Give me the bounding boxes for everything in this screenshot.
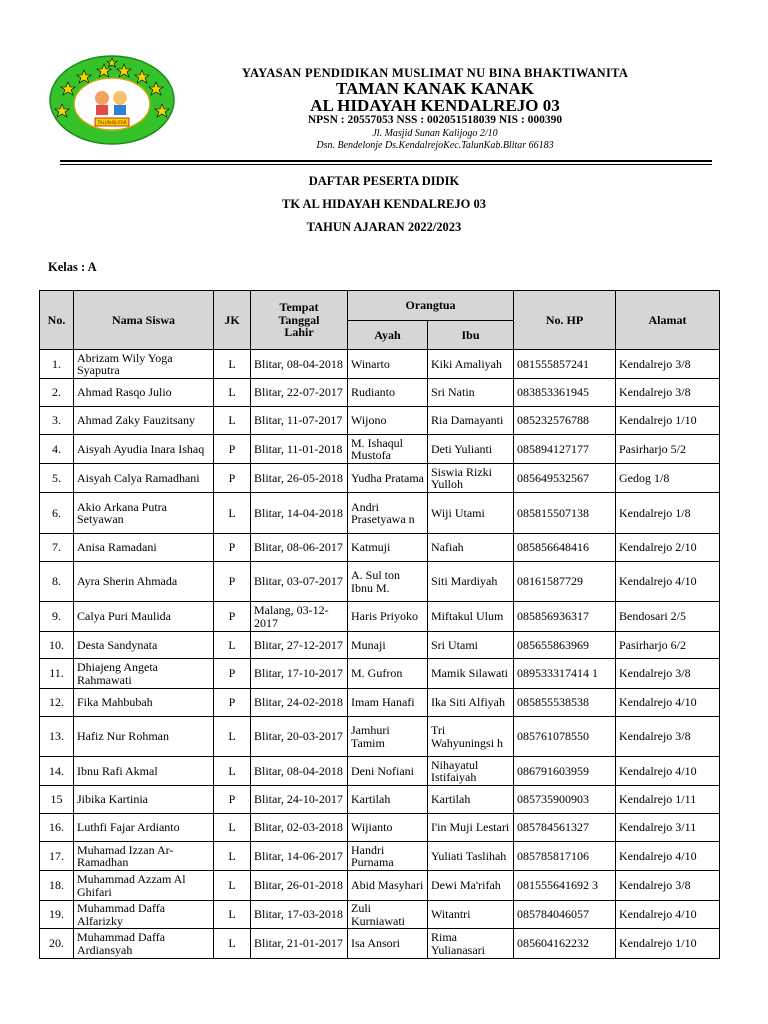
cell-jk: P	[214, 464, 251, 493]
cell-nama: Jibika Kartinia	[74, 786, 214, 814]
cell-jk: L	[214, 871, 251, 901]
table-row	[40, 659, 720, 689]
cell-ayah: Haris Priyoko	[348, 602, 428, 632]
cell-ttl: Blitar, 03-07-2017	[251, 562, 348, 602]
cell-nama: Muhammad Daffa Ardiansyah	[74, 929, 214, 959]
cell-hp: 08161587729	[514, 562, 616, 602]
cell-jk: L	[214, 632, 251, 659]
cell-hp: 085655863969	[514, 632, 616, 659]
cell-alamat: Kendalrejo 4/10	[616, 757, 720, 786]
cell-hp: 083853361945	[514, 379, 616, 407]
cell-hp: 085815507138	[514, 493, 616, 534]
cell-ayah: Zuli Kurniawati	[348, 901, 428, 929]
table-row	[40, 901, 720, 929]
cell-ttl: Blitar, 08-04-2018	[251, 757, 348, 786]
cell-ayah: A. Sul ton Ibnu M.	[348, 562, 428, 602]
cell-alamat: Bendosari 2/5	[616, 602, 720, 632]
cell-hp: 086791603959	[514, 757, 616, 786]
cell-jk: L	[214, 717, 251, 757]
cell-ttl: Blitar, 27-12-2017	[251, 632, 348, 659]
cell-ibu: Deti Yulianti	[428, 435, 514, 464]
table-row	[40, 464, 720, 493]
doc-subtitle: TK AL HIDAYAH KENDALREJO 03	[282, 197, 486, 211]
cell-alamat: Kendalrejo 4/10	[616, 562, 720, 602]
cell-ttl: Blitar, 20-03-2017	[251, 717, 348, 757]
cell-ttl: Blitar, 26-05-2018	[251, 464, 348, 493]
cell-ayah: Munaji	[348, 632, 428, 659]
cell-ibu: Wiji Utami	[428, 493, 514, 534]
cell-ayah: Isa Ansori	[348, 929, 428, 959]
cell-no: 12.	[40, 689, 74, 717]
col-no: No.	[40, 291, 74, 350]
cell-ayah: Imam Hanafi	[348, 689, 428, 717]
cell-alamat: Pasirharjo 5/2	[616, 435, 720, 464]
cell-hp: 085604162232	[514, 929, 616, 959]
cell-ibu: Sri Natin	[428, 379, 514, 407]
cell-hp: 085784561327	[514, 814, 616, 842]
school-logo	[48, 52, 176, 148]
cell-no: 13.	[40, 717, 74, 757]
table-row	[40, 842, 720, 871]
table-row	[40, 689, 720, 717]
col-ayah: Ayah	[348, 321, 428, 350]
cell-ayah: Rudianto	[348, 379, 428, 407]
col-alamat: Alamat	[616, 291, 720, 350]
col-jk: JK	[214, 291, 251, 350]
cell-nama: Muhammad Azzam Al Ghifari	[74, 871, 214, 901]
cell-hp: 085855538538	[514, 689, 616, 717]
table-row	[40, 493, 720, 534]
cell-hp: 085761078550	[514, 717, 616, 757]
cell-ttl: Blitar, 14-04-2018	[251, 493, 348, 534]
school-name: AL HIDAYAH KENDALREJO 03	[310, 96, 560, 115]
cell-jk: L	[214, 901, 251, 929]
cell-alamat: Kendalrejo 3/8	[616, 350, 720, 379]
cell-ttl: Blitar, 08-04-2018	[251, 350, 348, 379]
cell-ayah: Deni Nofiani	[348, 757, 428, 786]
cell-jk: L	[214, 407, 251, 435]
table-row	[40, 534, 720, 562]
cell-hp: 085894127177	[514, 435, 616, 464]
cell-hp: 085785817106	[514, 842, 616, 871]
cell-alamat: Kendalrejo 2/10	[616, 534, 720, 562]
table-row	[40, 435, 720, 464]
cell-ibu: Tri Wahyuningsi h	[428, 717, 514, 757]
col-ibu: Ibu	[428, 321, 514, 350]
cell-ttl: Blitar, 11-01-2018	[251, 435, 348, 464]
cell-no: 8.	[40, 562, 74, 602]
cell-no: 2.	[40, 379, 74, 407]
cell-alamat: Kendalrejo 3/8	[616, 717, 720, 757]
cell-alamat: Kendalrejo 4/10	[616, 901, 720, 929]
cell-jk: L	[214, 757, 251, 786]
table-row	[40, 871, 720, 901]
cell-nama: Akio Arkana Putra Setyawan	[74, 493, 214, 534]
cell-ayah: M. Ishaqul Mustofa	[348, 435, 428, 464]
table-row	[40, 350, 720, 379]
cell-ttl: Blitar, 22-07-2017	[251, 379, 348, 407]
cell-nama: Ayra Sherin Ahmada	[74, 562, 214, 602]
cell-ttl: Blitar, 08-06-2017	[251, 534, 348, 562]
cell-no: 17.	[40, 842, 74, 871]
cell-no: 3.	[40, 407, 74, 435]
cell-ibu: Siti Mardiyah	[428, 562, 514, 602]
table-row	[40, 562, 720, 602]
cell-nama: Luthfi Fajar Ardianto	[74, 814, 214, 842]
cell-alamat: Kendalrejo 1/8	[616, 493, 720, 534]
cell-ayah: M. Gufron	[348, 659, 428, 689]
col-ttl: Tempat Tanggal Lahir	[251, 291, 348, 350]
cell-alamat: Kendalrejo 1/11	[616, 786, 720, 814]
school-type: TAMAN KANAK KANAK	[335, 79, 534, 98]
cell-hp: 081555641692 3	[514, 871, 616, 901]
cell-jk: L	[214, 929, 251, 959]
cell-ibu: Ria Damayanti	[428, 407, 514, 435]
cell-nama: Ahmad Zaky Fauzitsany	[74, 407, 214, 435]
cell-no: 15	[40, 786, 74, 814]
cell-ttl: Blitar, 26-01-2018	[251, 871, 348, 901]
cell-ibu: Rima Yulianasari	[428, 929, 514, 959]
address-line-2: Dsn. Bendelonje Ds.KendalrejoKec.TalunKab.Blitar 66183	[316, 140, 554, 151]
cell-alamat: Kendalrejo 1/10	[616, 929, 720, 959]
cell-nama: Muhammad Daffa Alfarizky	[74, 901, 214, 929]
school-ids: NPSN : 20557053 NSS : 002051518039 NIS : 000390	[307, 114, 563, 126]
cell-jk: P	[214, 534, 251, 562]
cell-nama: Abrizam Wily Yoga Syaputra	[74, 350, 214, 379]
cell-ayah: Abid Masyhari	[348, 871, 428, 901]
cell-nama: Aisyah Calya Ramadhani	[74, 464, 214, 493]
cell-ayah: Winarto	[348, 350, 428, 379]
cell-alamat: Gedog 1/8	[616, 464, 720, 493]
cell-ttl: Blitar, 21-01-2017	[251, 929, 348, 959]
cell-ibu: I'in Muji Lestari	[428, 814, 514, 842]
cell-ibu: Kiki Amaliyah	[428, 350, 514, 379]
cell-nama: Dhiajeng Angeta Rahmawati	[74, 659, 214, 689]
cell-ayah: Wijono	[348, 407, 428, 435]
cell-ibu: Kartilah	[428, 786, 514, 814]
doc-year: TAHUN AJARAN 2022/2023	[306, 220, 462, 234]
col-orangtua: Orangtua	[348, 291, 514, 321]
cell-jk: L	[214, 842, 251, 871]
cell-ibu: Nihayatul Istifaiyah	[428, 757, 514, 786]
cell-ayah: Jamhuri Tamim	[348, 717, 428, 757]
logo-child-2	[113, 91, 127, 105]
col-nama: Nama Siswa	[74, 291, 214, 350]
cell-nama: Fika Mahbubah	[74, 689, 214, 717]
cell-ayah: Handri Purnama	[348, 842, 428, 871]
cell-ttl: Malang, 03-12-2017	[251, 602, 348, 632]
cell-ttl: Blitar, 24-02-2018	[251, 689, 348, 717]
cell-ttl: Blitar, 24-10-2017	[251, 786, 348, 814]
table-row	[40, 407, 720, 435]
cell-no: 11.	[40, 659, 74, 689]
table-row	[40, 929, 720, 959]
cell-nama: Ahmad Rasqo Julio	[74, 379, 214, 407]
cell-ibu: Mamik Silawati	[428, 659, 514, 689]
cell-alamat: Kendalrejo 3/8	[616, 871, 720, 901]
cell-no: 20.	[40, 929, 74, 959]
cell-jk: L	[214, 350, 251, 379]
cell-jk: P	[214, 786, 251, 814]
cell-ttl: Blitar, 11-07-2017	[251, 407, 348, 435]
logo-caption: TALUN-BLITAR	[97, 120, 127, 125]
cell-ibu: Siswia Rizki Yulloh	[428, 464, 514, 493]
cell-alamat: Kendalrejo 4/10	[616, 842, 720, 871]
cell-no: 16.	[40, 814, 74, 842]
table-row	[40, 602, 720, 632]
cell-jk: L	[214, 493, 251, 534]
cell-alamat: Kendalrejo 3/8	[616, 659, 720, 689]
cell-jk: L	[214, 379, 251, 407]
table-row	[40, 814, 720, 842]
cell-no: 5.	[40, 464, 74, 493]
cell-ayah: Kartilah	[348, 786, 428, 814]
cell-nama: Hafiz Nur Rohman	[74, 717, 214, 757]
cell-hp: 085856936317	[514, 602, 616, 632]
cell-ayah: Katmuji	[348, 534, 428, 562]
logo-child-1	[95, 91, 109, 105]
cell-jk: P	[214, 689, 251, 717]
cell-hp: 081555857241	[514, 350, 616, 379]
header-rule-thick	[60, 160, 712, 162]
cell-nama: Muhamad Izzan Ar-Ramadhan	[74, 842, 214, 871]
cell-hp: 085784046057	[514, 901, 616, 929]
table-row	[40, 786, 720, 814]
cell-ibu: Sri Utami	[428, 632, 514, 659]
cell-no: 6.	[40, 493, 74, 534]
table-row	[40, 717, 720, 757]
cell-ayah: Yudha Pratama	[348, 464, 428, 493]
cell-jk: P	[214, 562, 251, 602]
cell-alamat: Pasirharjo 6/2	[616, 632, 720, 659]
cell-no: 9.	[40, 602, 74, 632]
cell-nama: Anisa Ramadani	[74, 534, 214, 562]
cell-nama: Ibnu Rafi Akmal	[74, 757, 214, 786]
table-row	[40, 632, 720, 659]
cell-ttl: Blitar, 14-06-2017	[251, 842, 348, 871]
cell-no: 1.	[40, 350, 74, 379]
header-rule-thin	[60, 164, 712, 165]
cell-nama: Aisyah Ayudia Inara Ishaq	[74, 435, 214, 464]
cell-ibu: Dewi Ma'rifah	[428, 871, 514, 901]
address-line-1: Jl. Masjid Sunan Kalijogo 2/10	[372, 128, 498, 139]
cell-ibu: Witantri	[428, 901, 514, 929]
col-hp: No. HP	[514, 291, 616, 350]
cell-jk: P	[214, 602, 251, 632]
cell-jk: P	[214, 659, 251, 689]
cell-no: 14.	[40, 757, 74, 786]
cell-ibu: Nafiah	[428, 534, 514, 562]
cell-alamat: Kendalrejo 3/11	[616, 814, 720, 842]
cell-ayah: Andri Prasetyawa n	[348, 493, 428, 534]
student-table	[39, 290, 720, 959]
cell-ibu: Yuliati Taslihah	[428, 842, 514, 871]
cell-hp: 085649532567	[514, 464, 616, 493]
cell-hp: 085856648416	[514, 534, 616, 562]
cell-nama: Desta Sandynata	[74, 632, 214, 659]
cell-jk: L	[214, 814, 251, 842]
cell-ibu: Ika Siti Alfiyah	[428, 689, 514, 717]
cell-ibu: Miftakul Ulum	[428, 602, 514, 632]
cell-alamat: Kendalrejo 1/10	[616, 407, 720, 435]
cell-alamat: Kendalrejo 4/10	[616, 689, 720, 717]
class-label: Kelas : A	[48, 260, 97, 274]
foundation-name: YAYASAN PENDIDIKAN MUSLIMAT NU BINA BHAKTIWANITA	[241, 66, 629, 80]
cell-hp: 085232576788	[514, 407, 616, 435]
doc-title: DAFTAR PESERTA DIDIK	[308, 174, 460, 188]
cell-ayah: Wijianto	[348, 814, 428, 842]
table-row	[40, 379, 720, 407]
cell-no: 10.	[40, 632, 74, 659]
cell-nama: Calya Puri Maulida	[74, 602, 214, 632]
cell-hp: 085735900903	[514, 786, 616, 814]
cell-ttl: Blitar, 17-10-2017	[251, 659, 348, 689]
cell-ttl: Blitar, 02-03-2018	[251, 814, 348, 842]
cell-no: 18.	[40, 871, 74, 901]
cell-no: 4.	[40, 435, 74, 464]
table-row	[40, 757, 720, 786]
cell-alamat: Kendalrejo 3/8	[616, 379, 720, 407]
cell-no: 7.	[40, 534, 74, 562]
cell-jk: P	[214, 435, 251, 464]
cell-no: 19.	[40, 901, 74, 929]
cell-hp: 089533317414 1	[514, 659, 616, 689]
cell-ttl: Blitar, 17-03-2018	[251, 901, 348, 929]
